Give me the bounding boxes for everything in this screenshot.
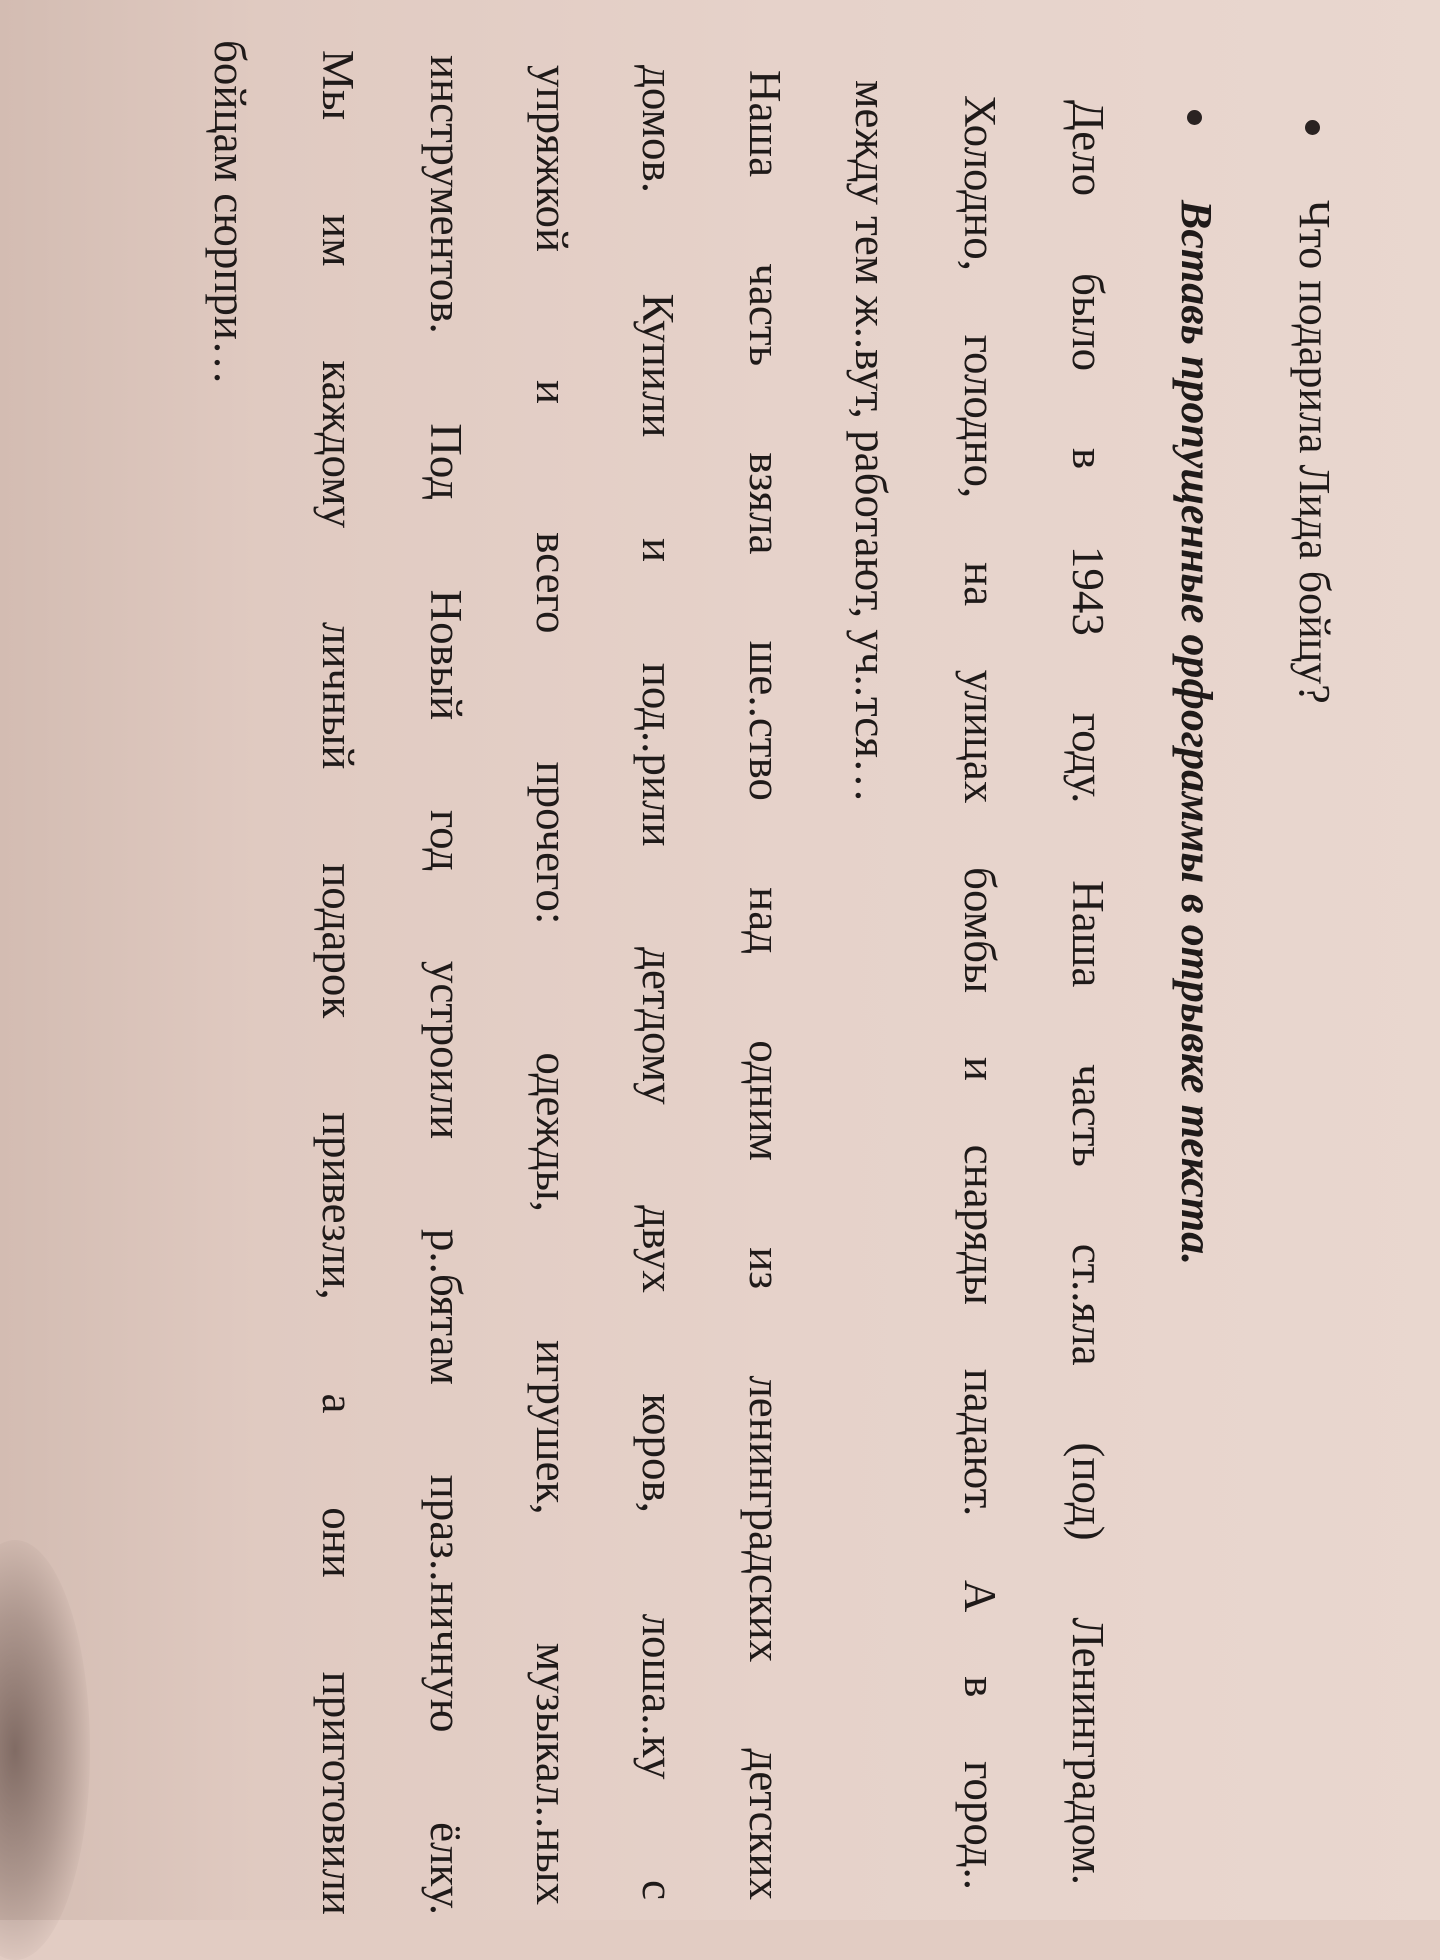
passage-line-2: Холодно, голодно, на улицах бомбы и снаряды падают. А в город.. [955, 95, 1005, 1890]
passage-line-3: между тем ж..вут, работают, уч..тся… [846, 80, 896, 803]
passage-line-5: домов. Купили и под..рили детдому двух коров, лоша..ку с [633, 65, 683, 1900]
passage-line-4: Наша часть взяла ше..ство над одним из ленинградских детских [740, 70, 790, 1900]
passage-line-9: бойцам сюрпри… [205, 40, 255, 386]
bullet-icon [1187, 110, 1202, 125]
passage-line-8: Мы им каждому личный подарок привезли, а они приготовили [313, 50, 363, 1915]
passage-line-7: инструментов. Под Новый год устроили р..бятам праз..ничную ёлку. [421, 55, 471, 1915]
passage-line-6: упряжкой и всего прочего: одежды, игрушек, музыкал..ных [527, 65, 577, 1905]
task-title: Вставь пропущенные орфограммы в отрывке текста. [1172, 200, 1221, 1266]
passage-line-1: Дело было в 1943 году. Наша часть ст..яла (под) Ленинградом. [1063, 100, 1113, 1885]
bullet-icon [1305, 120, 1320, 135]
question-text: Что подарила Лида бойцу? [1290, 200, 1339, 704]
